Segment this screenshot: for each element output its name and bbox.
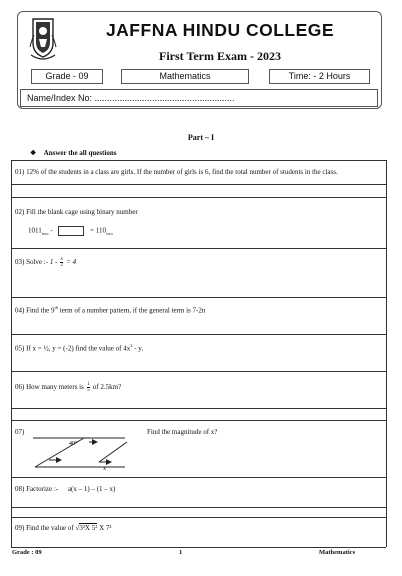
question-number: 03) (15, 258, 25, 267)
minus-sign: - (50, 226, 53, 235)
question-8 (15, 485, 115, 493)
question-6 (15, 382, 121, 393)
question-text: Find the 9 (26, 306, 55, 315)
instruction (30, 149, 116, 157)
footer-grade: Grade : 09 (12, 549, 42, 556)
expression: 1 - (49, 258, 58, 267)
question-3 (15, 257, 76, 268)
question-7-text: Find the magnitude of x? (147, 428, 218, 436)
divider (11, 420, 386, 421)
binary-rhs: = 110 (90, 226, 107, 235)
divider (11, 248, 386, 249)
time-cell: Time: - 2 Hours (269, 69, 370, 84)
angle-label: 40° (69, 441, 78, 447)
subject-cell: Mathematics (121, 69, 249, 84)
divider (11, 297, 386, 298)
question-number: 08) (15, 485, 25, 493)
superscript: th (54, 305, 58, 310)
denominator: 5 (87, 388, 90, 393)
name-index-field[interactable]: Name/Index No: ........................................................ (20, 89, 378, 107)
base-subscript: two (41, 231, 49, 236)
question-text: How many meters is (26, 383, 84, 392)
numerator: 1 (87, 382, 90, 387)
square-root: √3²X 5² (75, 524, 98, 532)
question-text: Find the value of (26, 524, 74, 532)
instruction-text: Answer the all questions (43, 149, 117, 157)
divider (11, 160, 386, 161)
superscript: 2 (130, 343, 133, 348)
question-5 (15, 343, 143, 352)
question-1 (15, 168, 338, 176)
grade-cell: Grade - 09 (31, 69, 103, 84)
expression: a(x – 1) – (1 – x) (67, 485, 116, 493)
divider (11, 371, 386, 372)
question-text: If x = ½, y = (-2) find the value of 4x (26, 344, 131, 353)
question-number: 06) (15, 383, 25, 392)
question-text: - y. (132, 344, 144, 353)
info-row (31, 69, 370, 85)
question-number: 09) (15, 524, 25, 532)
expression: = 4 (66, 258, 77, 267)
fraction (60, 257, 63, 268)
left-border (11, 160, 12, 547)
radicand: 3²X 5² (79, 524, 98, 532)
question-text: term of a number pattern, if the general term is 7-2n (58, 306, 206, 315)
divider (11, 334, 386, 335)
expression: X 7² (99, 524, 112, 532)
question-4 (15, 305, 205, 314)
right-border (386, 160, 387, 547)
footer-line (11, 547, 386, 548)
fraction (87, 382, 91, 393)
question-number: 01) (15, 168, 25, 176)
numerator: x (60, 257, 63, 262)
question-text: Solve :- (26, 258, 49, 267)
question-number: 05) (15, 344, 25, 353)
school-crest-logo (29, 17, 57, 61)
divider (11, 197, 386, 198)
binary-equation (28, 226, 113, 236)
divider (11, 517, 386, 518)
divider (11, 477, 386, 478)
base-subscript: two (106, 231, 113, 236)
footer-subject: Mathematics (319, 549, 356, 556)
school-name: JAFFNA HINDU COLLEGE (105, 20, 335, 40)
question-9 (15, 524, 112, 532)
question-number: 02) (15, 208, 25, 216)
x-label: x (103, 466, 106, 472)
question-text: 12% of the students in a class are girls. If the number of girls is 6, find the total number of students in the class. (26, 168, 338, 176)
page-number: 1 (179, 549, 183, 556)
second-transversal-line (99, 442, 127, 462)
divider (11, 507, 386, 508)
divider (11, 408, 386, 409)
question-2 (15, 208, 138, 216)
divider (11, 184, 386, 185)
part-title: Part – I (187, 133, 215, 142)
exam-title: First Term Exam - 2023 (159, 49, 281, 63)
question-text: Factorize :- (26, 485, 59, 493)
diamond-bullet-icon: ❖ (30, 149, 37, 157)
question-7-number: 07) (15, 428, 25, 436)
denominator: 2 (60, 263, 64, 268)
parallel-lines-figure (29, 430, 129, 472)
question-number: 04) (15, 306, 25, 315)
question-text: Fill the blank cage using binary number (26, 208, 138, 216)
question-text: of 2.5km? (92, 383, 122, 392)
binary-lhs: 1011 (28, 226, 42, 235)
answer-blank-box[interactable] (58, 226, 84, 236)
